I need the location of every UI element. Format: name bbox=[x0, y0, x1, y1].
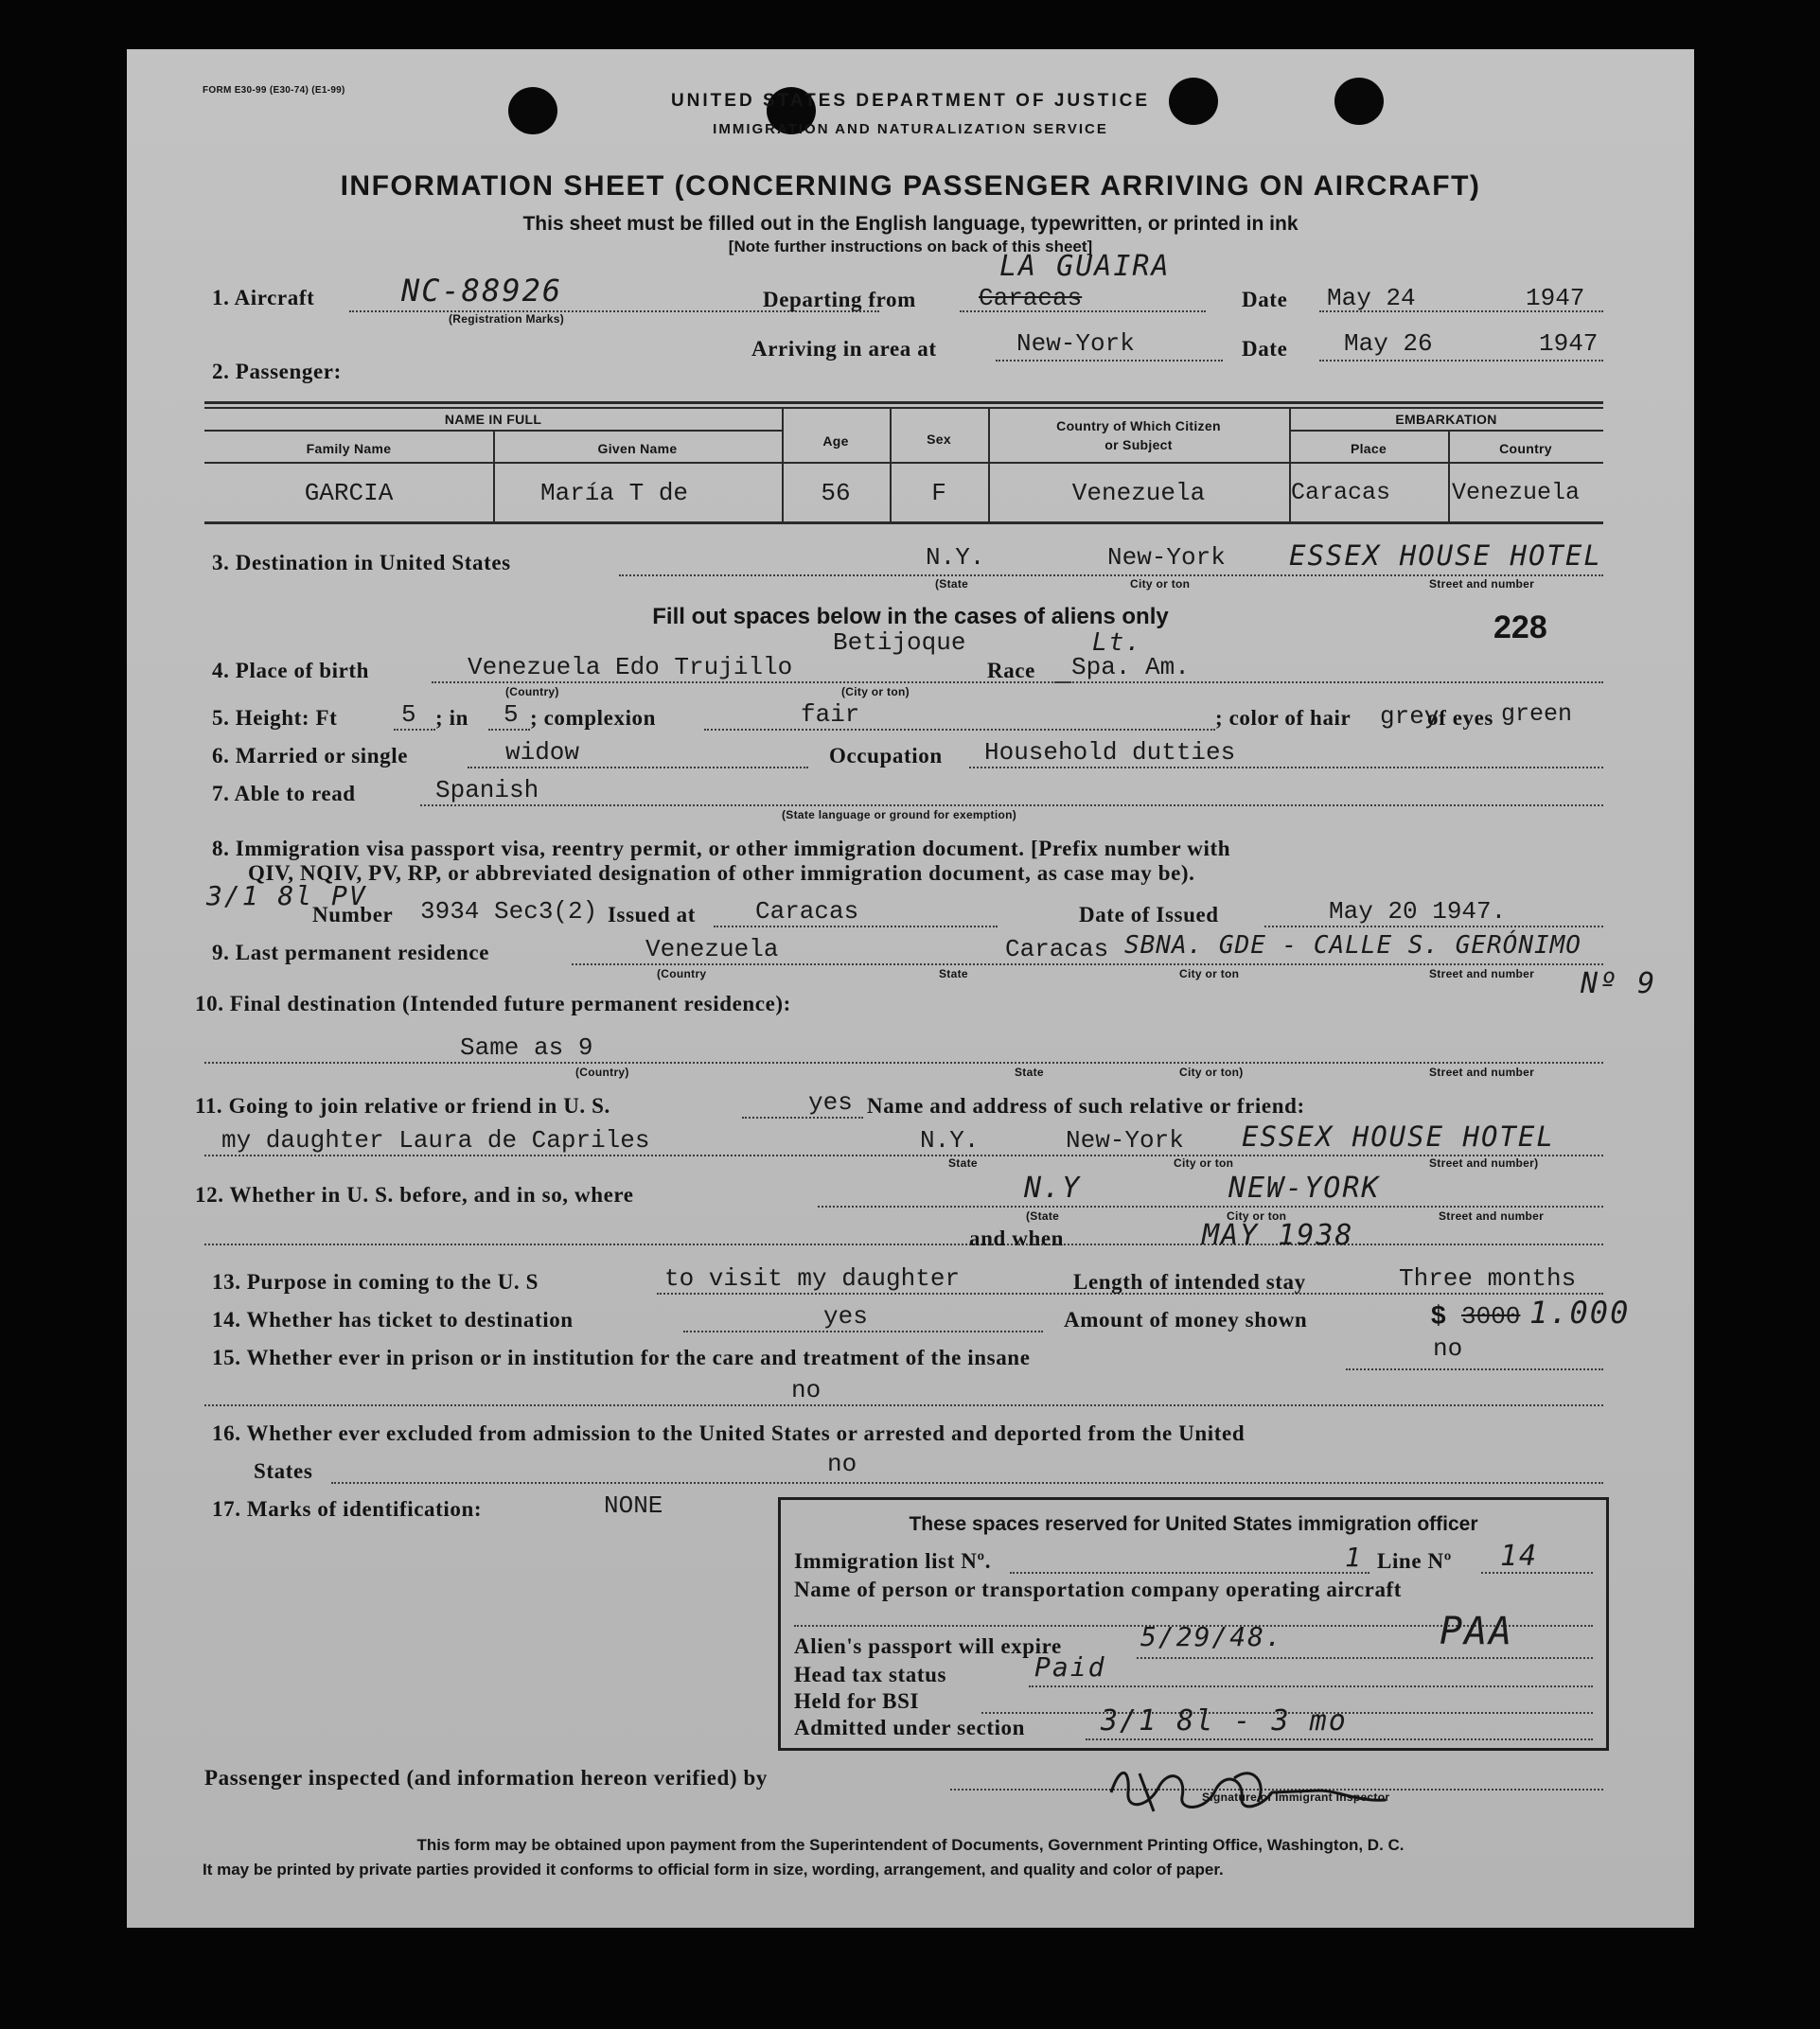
married-label: 6. Married or single bbox=[212, 744, 409, 767]
citizenship-cell: Venezuela bbox=[1071, 479, 1206, 507]
line-value: 14 bbox=[1500, 1540, 1539, 1573]
signature-caption: Signature of Immigrant Inspector bbox=[1202, 1791, 1390, 1804]
citizen-header: Country of Which Citizen bbox=[1056, 418, 1221, 433]
final-country-caption: (Country) bbox=[575, 1066, 629, 1079]
relative-state-caption: State bbox=[948, 1156, 978, 1170]
complexion-label: ; complexion bbox=[530, 706, 657, 730]
excluded-label: 16. Whether ever excluded from admission to the United States or arrested and deported from the United bbox=[212, 1421, 1246, 1445]
visa-prefix: 3/1 8l PV bbox=[206, 880, 367, 911]
hair-label: ; color of hair bbox=[1215, 706, 1352, 730]
age-cell: 56 bbox=[821, 479, 851, 507]
before-when-value: MAY 1938 bbox=[1202, 1219, 1354, 1252]
prison-value-2: no bbox=[791, 1376, 822, 1404]
last-country-caption: (Country bbox=[657, 967, 707, 980]
number-228: 228 bbox=[1493, 609, 1547, 645]
race-hand-value: Lt. bbox=[1092, 628, 1142, 657]
issued-date-label: Date of Issued bbox=[1079, 903, 1219, 926]
passport-expire-label: Alien's passport will expire bbox=[794, 1634, 1062, 1658]
footer-line-2: It may be printed by private parties provided it conforms to official form in size, wording, arrangement, and quality and color of paper. bbox=[203, 1861, 1224, 1879]
emb-country-cell: Venezuela bbox=[1452, 479, 1581, 506]
name-in-full-header: NAME IN FULL bbox=[444, 412, 542, 427]
and-when-label: and when bbox=[969, 1226, 1065, 1250]
marks-value: NONE bbox=[604, 1491, 663, 1520]
race-label: Race bbox=[987, 659, 1035, 682]
last-street-number: Nº 9 bbox=[1581, 967, 1657, 1000]
excluded-value: no bbox=[827, 1450, 857, 1478]
department-title: UNITED STATES DEPARTMENT OF JUSTICE bbox=[670, 91, 1151, 111]
headtax-label: Head tax status bbox=[794, 1663, 947, 1686]
dest-city-caption: City or ton bbox=[1130, 577, 1191, 591]
admitted-label: Admitted under section bbox=[794, 1716, 1026, 1739]
excluded-states-word: States bbox=[254, 1459, 313, 1483]
relative-city-caption: City or ton bbox=[1174, 1156, 1234, 1170]
birth-city-value: Betijoque bbox=[833, 628, 966, 657]
passport-expire-value: 5/29/48. bbox=[1140, 1621, 1283, 1652]
final-street-caption: Street and number bbox=[1429, 1066, 1535, 1079]
join-label: 11. Going to join relative or friend in U. S. bbox=[195, 1094, 610, 1118]
operator-label: Name of person or transportation company operating aircraft bbox=[794, 1578, 1403, 1601]
eyes-value: green bbox=[1501, 700, 1573, 728]
aircraft-value: NC-88926 bbox=[401, 273, 563, 309]
family-name-cell: GARCIA bbox=[304, 479, 394, 507]
final-city-caption: City or ton) bbox=[1179, 1066, 1244, 1079]
dest-street-caption: Street and number bbox=[1429, 577, 1535, 591]
departing-hand-value: LA GUAIRA bbox=[999, 250, 1171, 283]
dest-city-value: New-York bbox=[1107, 543, 1226, 572]
emb-place-cell: Caracas bbox=[1291, 479, 1391, 506]
sex-header: Sex bbox=[927, 432, 951, 447]
purpose-value: to visit my daughter bbox=[664, 1264, 961, 1293]
last-residence-label: 9. Last permanent residence bbox=[212, 941, 490, 964]
operator-value: PAA bbox=[1440, 1610, 1514, 1653]
purpose-label: 13. Purpose in coming to the U. S bbox=[212, 1270, 539, 1294]
inspector-signature bbox=[1102, 1755, 1395, 1821]
emb-place-header: Place bbox=[1350, 441, 1387, 456]
occupation-value: Household dutties bbox=[984, 738, 1236, 767]
before-state-caption: (State bbox=[1026, 1209, 1060, 1223]
prison-label: 15. Whether ever in prison or in institution for the care and treatment of the insane bbox=[212, 1346, 1031, 1369]
visa-number-value: 3934 Sec3(2) bbox=[420, 897, 598, 926]
issued-date-value: May 20 1947. bbox=[1329, 897, 1507, 926]
read-label: 7. Able to read bbox=[212, 782, 356, 805]
money-label: Amount of money shown bbox=[1064, 1308, 1308, 1332]
family-name-header: Family Name bbox=[306, 441, 392, 456]
dollar-sign: $ bbox=[1431, 1300, 1446, 1330]
footer-line-1: This form may be obtained upon payment from the Superintendent of Documents, Government Printing Office, Washington, D. C. bbox=[416, 1836, 1405, 1854]
relative-street-caption: Street and number) bbox=[1429, 1156, 1539, 1170]
number-label: Number bbox=[312, 903, 394, 926]
stay-value: Three months bbox=[1399, 1264, 1577, 1293]
aircraft-label: 1. Aircraft bbox=[212, 286, 315, 309]
before-state-value: N.Y bbox=[1024, 1172, 1082, 1205]
visa-text-2: QIV, NQIV, PV, RP, or abbreviated designation of other immigration document, as case may be). bbox=[248, 861, 1195, 885]
last-country-value: Venezuela bbox=[645, 935, 779, 963]
registration-marks-caption: (Registration Marks) bbox=[449, 312, 565, 326]
sex-cell: F bbox=[931, 479, 946, 507]
birth-label: 4. Place of birth bbox=[212, 659, 370, 682]
name-address-label: Name and address of such relative or friend: bbox=[867, 1094, 1305, 1118]
stay-label: Length of intended stay bbox=[1073, 1270, 1306, 1294]
departure-year-value: 1947 bbox=[1526, 284, 1585, 312]
destination-label: 3. Destination in United States bbox=[212, 551, 511, 574]
relative-street-value: ESSEX HOUSE HOTEL bbox=[1242, 1120, 1555, 1153]
arriving-label: Arriving in area at bbox=[751, 337, 937, 361]
dest-state-caption: (State bbox=[935, 577, 969, 591]
before-street-caption: Street and number bbox=[1439, 1209, 1545, 1223]
join-value: yes bbox=[808, 1088, 853, 1117]
height-in-value: 5 bbox=[504, 700, 519, 729]
last-city-caption: City or ton bbox=[1179, 967, 1240, 980]
birth-country-value: Venezuela Edo Trujillo bbox=[468, 653, 793, 681]
issued-at-label: Issued at bbox=[608, 903, 696, 926]
issued-at-value: Caracas bbox=[755, 897, 859, 926]
birth-city-caption: (City or ton) bbox=[841, 685, 910, 698]
departing-label: Departing from bbox=[763, 288, 916, 311]
final-destination-label: 10. Final destination (Intended future permanent residence): bbox=[195, 992, 791, 1015]
form-title: INFORMATION SHEET (CONCERNING PASSENGER ARRIVING ON AIRCRAFT) bbox=[340, 170, 1481, 202]
marks-label: 17. Marks of identification: bbox=[212, 1497, 483, 1521]
visa-text-1: 8. Immigration visa passport visa, reentry permit, or other immigration document. [Prefix number with bbox=[212, 837, 1231, 860]
money-value: 1.000 bbox=[1529, 1295, 1631, 1331]
final-state-caption: State bbox=[1015, 1066, 1044, 1079]
before-city-value: NEW-YORK bbox=[1228, 1172, 1381, 1205]
last-state-caption: State bbox=[939, 967, 968, 980]
departure-date-value: May 24 bbox=[1327, 284, 1416, 312]
embarkation-header: EMBARKATION bbox=[1395, 412, 1497, 427]
arriving-value: New-York bbox=[1016, 329, 1135, 358]
height-label: 5. Height: Ft bbox=[212, 706, 338, 730]
admitted-value: 3/1 8l - 3 mo bbox=[1101, 1704, 1348, 1738]
headtax-value: Paid bbox=[1034, 1651, 1106, 1683]
language-value: Spanish bbox=[435, 776, 539, 804]
ticket-value: yes bbox=[823, 1302, 868, 1331]
given-name-header: Given Name bbox=[597, 441, 678, 456]
subject-header: or Subject bbox=[1104, 437, 1173, 452]
height-ft-value: 5 bbox=[401, 700, 416, 729]
birth-country-caption: (Country) bbox=[505, 685, 559, 698]
prison-value-1: no bbox=[1433, 1334, 1463, 1363]
relative-value: my daughter Laura de Capriles bbox=[221, 1126, 650, 1155]
given-name-cell: María T de bbox=[540, 479, 689, 507]
hair-value-visible: grey bbox=[1380, 702, 1440, 731]
immigration-list-label: Immigration list Nº. bbox=[794, 1549, 992, 1573]
dest-state-value: N.Y. bbox=[926, 543, 985, 572]
passenger-label: 2. Passenger: bbox=[212, 360, 342, 383]
line-label: Line Nº bbox=[1377, 1549, 1452, 1573]
arrival-year-value: 1947 bbox=[1539, 329, 1599, 358]
arrival-date-label: Date bbox=[1242, 337, 1288, 361]
relative-city-value: New-York bbox=[1066, 1126, 1184, 1155]
final-destination-value: Same as 9 bbox=[460, 1033, 593, 1062]
departing-value: Caracas bbox=[979, 284, 1083, 312]
last-city-value: Caracas bbox=[1005, 935, 1109, 963]
form-note: [Note further instructions on back of this sheet] bbox=[728, 238, 1093, 256]
race-value: Spa. Am. bbox=[1071, 653, 1190, 681]
language-caption: (State language or ground for exemption) bbox=[782, 808, 1017, 821]
eyes-label: of eyes bbox=[1427, 706, 1493, 730]
height-in-label: ; in bbox=[435, 706, 468, 730]
marital-value: widow bbox=[505, 738, 580, 767]
form-instruction: This sheet must be filled out in the English language, typewritten, or printed in ink bbox=[522, 213, 1299, 235]
aliens-only-heading: Fill out spaces below in the cases of aliens only bbox=[652, 604, 1169, 629]
age-header: Age bbox=[822, 433, 849, 449]
ticket-label: 14. Whether has ticket to destination bbox=[212, 1308, 574, 1332]
relative-state-value: N.Y. bbox=[920, 1126, 980, 1155]
bsi-label: Held for BSI bbox=[794, 1689, 920, 1713]
occupation-label: Occupation bbox=[829, 744, 943, 767]
arrival-date-value: May 26 bbox=[1344, 329, 1433, 358]
last-street-caption: Street and number bbox=[1429, 967, 1535, 980]
officer-box bbox=[778, 1497, 1609, 1751]
departure-date-label: Date bbox=[1242, 288, 1288, 311]
immigration-list-value: 1 bbox=[1345, 1542, 1363, 1573]
complexion-value: fair bbox=[801, 700, 860, 729]
inspected-label: Passenger inspected (and information hereon verified) by bbox=[204, 1766, 768, 1790]
officer-box-title: These spaces reserved for United States immigration officer bbox=[909, 1513, 1478, 1535]
before-city-caption: City or ton bbox=[1227, 1209, 1287, 1223]
emb-country-header: Country bbox=[1499, 441, 1552, 456]
dest-street-value: ESSEX HOUSE HOTEL bbox=[1289, 539, 1602, 572]
before-label: 12. Whether in U. S. before, and in so, where bbox=[195, 1183, 634, 1207]
service-title: IMMIGRATION AND NATURALIZATION SERVICE bbox=[713, 121, 1108, 137]
money-struck-value: 3000 bbox=[1461, 1302, 1521, 1331]
last-street-value: SBNA. GDE - CALLE S. GERÓNIMO bbox=[1124, 931, 1581, 960]
form-id: FORM E30-99 (E30-74) (E1-99) bbox=[203, 85, 345, 96]
form-sheet bbox=[127, 49, 1694, 1928]
